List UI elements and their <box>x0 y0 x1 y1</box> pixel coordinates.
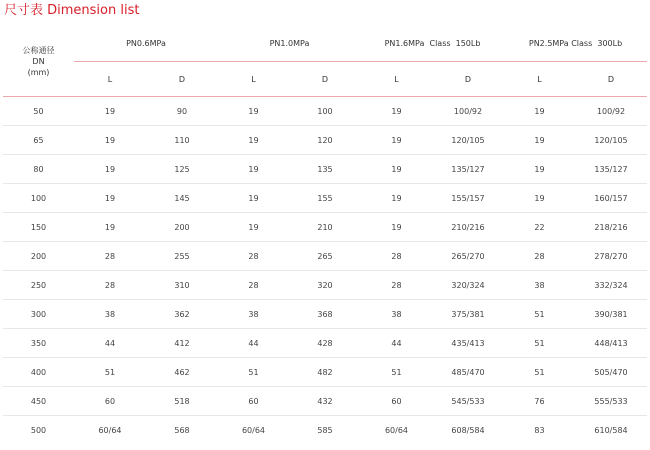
l-cell: 28 <box>74 242 146 271</box>
d-cell: 155/157 <box>432 184 504 213</box>
l-cell: 19 <box>218 184 289 213</box>
d-cell: 320 <box>289 271 361 300</box>
l-cell: 19 <box>218 155 289 184</box>
d-cell: 362 <box>146 300 218 329</box>
dn-cell: 150 <box>3 213 74 242</box>
l-cell: 44 <box>361 329 432 358</box>
dn-header-cell <box>3 26 74 97</box>
group-header-pn06: PN0.6MPa <box>74 26 218 62</box>
d-cell: 505/470 <box>575 358 647 387</box>
d-cell: 218/216 <box>575 213 647 242</box>
d-cell: 90 <box>146 97 218 126</box>
l-cell: 60/64 <box>98 425 122 435</box>
l-cell: 51 <box>504 329 575 358</box>
l-cell: 76 <box>504 387 575 416</box>
l-cell: 60 <box>218 387 289 416</box>
d-cell: 432 <box>289 387 361 416</box>
dn-cell: 400 <box>3 358 74 387</box>
d-cell: 120 <box>289 126 361 155</box>
d-cell: 210/216 <box>432 213 504 242</box>
d-cell: 428 <box>289 329 361 358</box>
l-cell: 44 <box>218 329 289 358</box>
l-cell: 60/64 <box>241 425 266 435</box>
d-cell: 265 <box>289 242 361 271</box>
l-cell: 19 <box>361 184 432 213</box>
d-cell: 310 <box>146 271 218 300</box>
l-cell: 28 <box>361 271 432 300</box>
d-cell: 255 <box>146 242 218 271</box>
l-cell: 19 <box>74 97 146 126</box>
d-cell: 332/324 <box>575 271 647 300</box>
l-cell: 19 <box>504 126 575 155</box>
subheader-d: D <box>146 62 218 97</box>
dn-cell: 50 <box>3 97 74 126</box>
l-cell: 38 <box>361 300 432 329</box>
dimension-table <box>3 26 647 444</box>
d-cell: 568 <box>174 425 190 435</box>
l-cell: 28 <box>504 242 575 271</box>
l-cell: 19 <box>74 126 146 155</box>
l-cell: 19 <box>504 97 575 126</box>
d-cell: 100 <box>289 97 361 126</box>
l-cell: 60 <box>74 387 146 416</box>
subheader-d: D <box>575 62 647 97</box>
d-cell: 160/157 <box>575 184 647 213</box>
group-header-pn16: PN1.6MPa Class 150Lb <box>361 26 504 62</box>
d-cell: 100/92 <box>575 97 647 126</box>
l-cell: 38 <box>218 300 289 329</box>
table-row <box>3 97 647 126</box>
d-cell: 518 <box>146 387 218 416</box>
d-cell: 135 <box>289 155 361 184</box>
d-cell: 485/470 <box>432 358 504 387</box>
table-row <box>3 126 647 155</box>
table-header-row <box>3 26 647 62</box>
d-cell: 368 <box>289 300 361 329</box>
d-cell: 278/270 <box>575 242 647 271</box>
d-cell: 585 <box>317 425 333 435</box>
l-cell: 19 <box>361 155 432 184</box>
subheader-l: L <box>74 62 146 97</box>
l-cell: 19 <box>74 184 146 213</box>
d-cell: 265/270 <box>432 242 504 271</box>
l-cell: 28 <box>74 271 146 300</box>
table-body <box>3 97 647 445</box>
d-cell: 435/413 <box>432 329 504 358</box>
l-cell: 28 <box>361 242 432 271</box>
table-row <box>3 155 647 184</box>
l-cell: 22 <box>504 213 575 242</box>
table-row <box>3 416 647 445</box>
l-cell: 60 <box>361 387 432 416</box>
d-cell: 135/127 <box>575 155 647 184</box>
d-cell: 125 <box>146 155 218 184</box>
d-cell: 155 <box>289 184 361 213</box>
l-cell: 38 <box>74 300 146 329</box>
l-cell: 51 <box>504 300 575 329</box>
l-cell: 60/64 <box>384 425 409 435</box>
dn-cell: 250 <box>3 271 74 300</box>
l-cell: 51 <box>74 358 146 387</box>
l-cell: 51 <box>504 358 575 387</box>
l-cell: 19 <box>504 184 575 213</box>
dn-header-label-unit: (mm) <box>27 67 50 77</box>
table-row <box>3 213 647 242</box>
table-row <box>3 358 647 387</box>
table-row <box>3 300 647 329</box>
l-cell: 51 <box>361 358 432 387</box>
subheader-l: L <box>218 62 289 97</box>
table-row <box>3 271 647 300</box>
d-cell: 610/584 <box>594 425 628 435</box>
dn-cell: 80 <box>3 155 74 184</box>
d-cell: 135/127 <box>432 155 504 184</box>
l-cell: 19 <box>218 97 289 126</box>
l-cell: 19 <box>74 213 146 242</box>
l-cell: 19 <box>218 126 289 155</box>
dn-cell: 100 <box>3 184 74 213</box>
d-cell: 448/413 <box>575 329 647 358</box>
d-cell: 545/533 <box>432 387 504 416</box>
dn-cell: 500 <box>30 425 47 435</box>
table-subheader-row <box>3 62 647 97</box>
d-cell: 120/105 <box>432 126 504 155</box>
subheader-d: D <box>289 62 361 97</box>
l-cell: 19 <box>361 97 432 126</box>
table-row <box>3 184 647 213</box>
l-cell: 19 <box>74 155 146 184</box>
d-cell: 390/381 <box>575 300 647 329</box>
d-cell: 110 <box>146 126 218 155</box>
subheader-d: D <box>432 62 504 97</box>
d-cell: 145 <box>146 184 218 213</box>
l-cell: 19 <box>504 155 575 184</box>
d-cell: 375/381 <box>432 300 504 329</box>
page-title: 尺寸表 Dimension list <box>4 3 140 18</box>
d-cell: 608/584 <box>451 425 485 435</box>
d-cell: 100/92 <box>432 97 504 126</box>
subheader-l: L <box>361 62 432 97</box>
dn-cell: 300 <box>3 300 74 329</box>
dn-header-label-dn: DN <box>32 56 45 66</box>
dn-cell: 200 <box>3 242 74 271</box>
l-cell: 83 <box>534 425 545 435</box>
l-cell: 19 <box>361 126 432 155</box>
d-cell: 462 <box>146 358 218 387</box>
dn-header-label-cn: 公称通径 <box>22 45 55 55</box>
l-cell: 51 <box>218 358 289 387</box>
l-cell: 28 <box>218 271 289 300</box>
d-cell: 555/533 <box>575 387 647 416</box>
subheader-l: L <box>504 62 575 97</box>
group-header-pn25: PN2.5MPa Class 300Lb <box>504 26 647 62</box>
l-cell: 38 <box>504 271 575 300</box>
group-header-pn10: PN1.0MPa <box>218 26 361 62</box>
d-cell: 200 <box>146 213 218 242</box>
d-cell: 412 <box>146 329 218 358</box>
l-cell: 44 <box>74 329 146 358</box>
l-cell: 19 <box>361 213 432 242</box>
l-cell: 28 <box>218 242 289 271</box>
dn-cell: 350 <box>3 329 74 358</box>
dn-cell: 65 <box>3 126 74 155</box>
d-cell: 320/324 <box>432 271 504 300</box>
dn-cell: 450 <box>3 387 74 416</box>
table-row <box>3 242 647 271</box>
d-cell: 210 <box>289 213 361 242</box>
table-row <box>3 329 647 358</box>
l-cell: 19 <box>218 213 289 242</box>
d-cell: 482 <box>289 358 361 387</box>
table-row <box>3 387 647 416</box>
d-cell: 120/105 <box>575 126 647 155</box>
